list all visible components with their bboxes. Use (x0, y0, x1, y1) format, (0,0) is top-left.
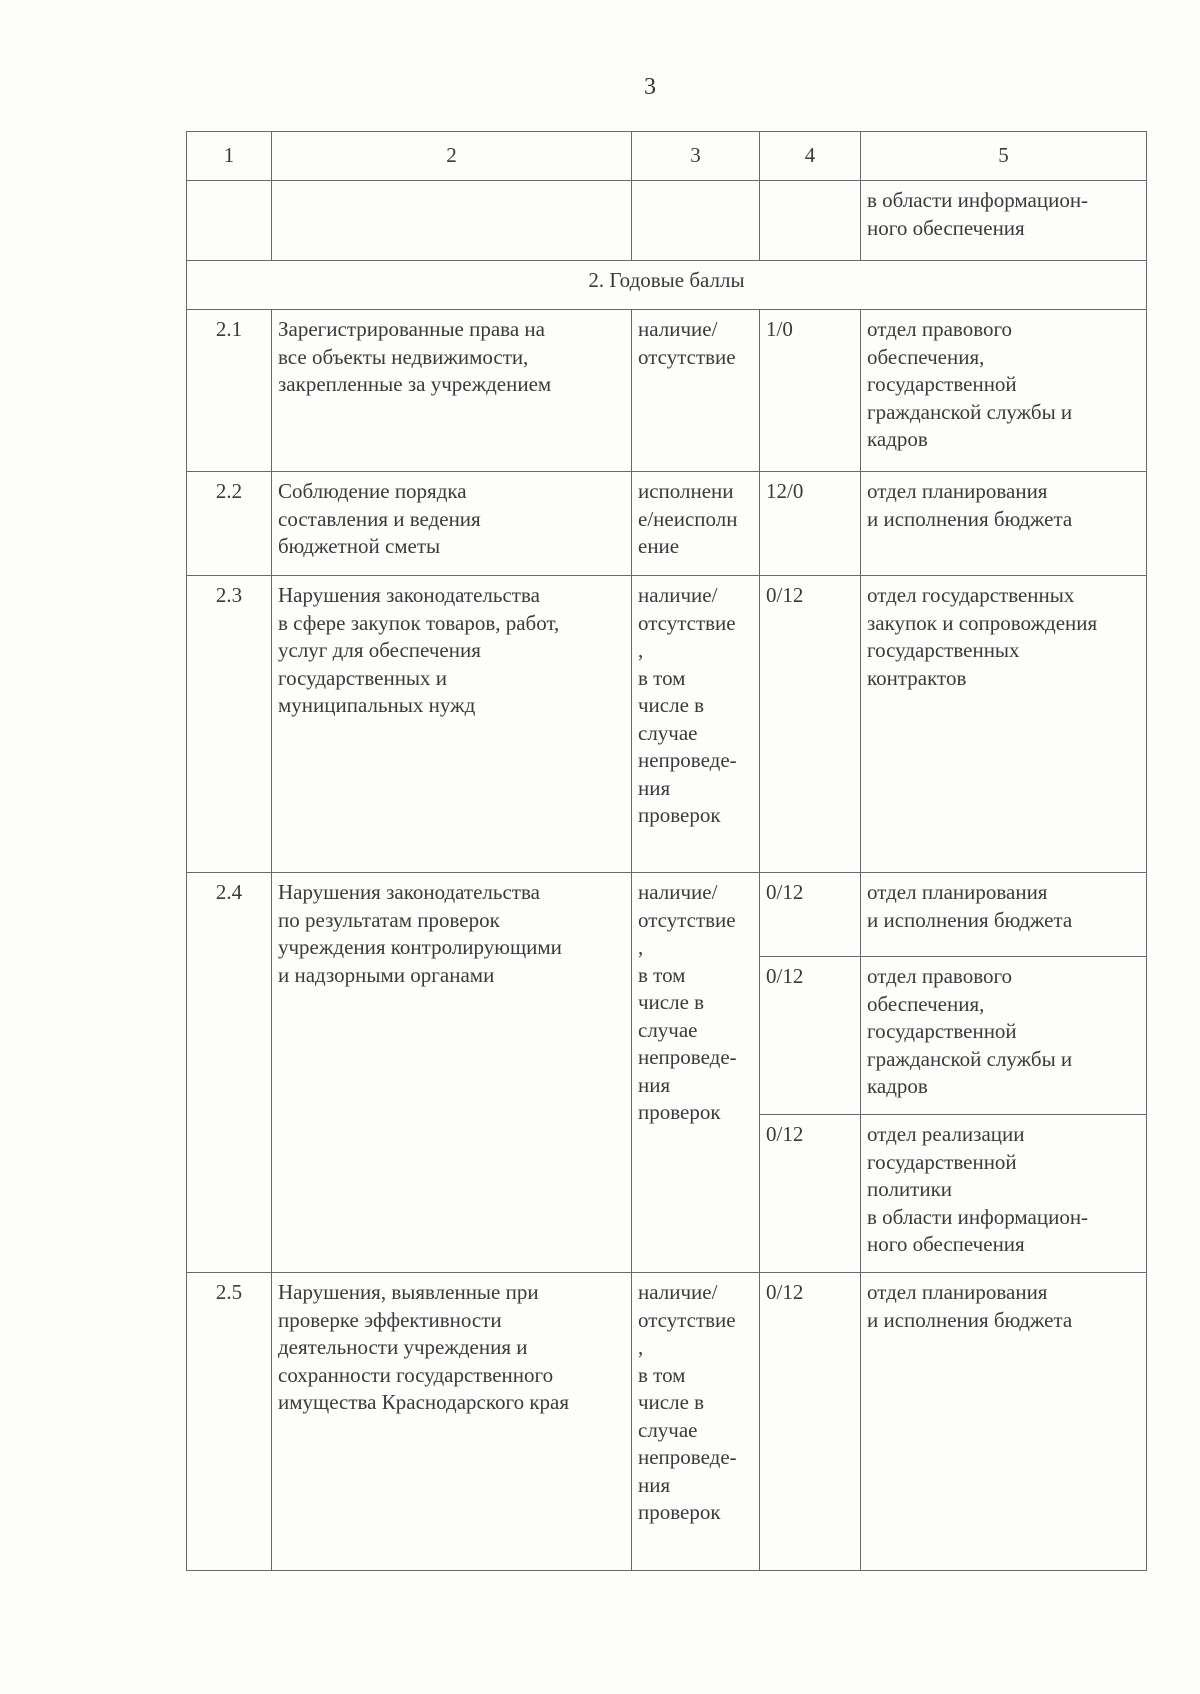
column-header: 5 (861, 132, 1147, 181)
continuation-row (187, 181, 1147, 261)
empty-cell (632, 181, 760, 261)
section-row (187, 261, 1147, 310)
responsible-cell: отдел планирования и исполнения бюджета (861, 873, 1147, 957)
table-row (187, 472, 1147, 576)
column-header: 3 (632, 132, 760, 181)
score-cell: 12/0 (760, 472, 861, 576)
table-row (187, 576, 1147, 873)
responsible-cell: отдел планирования и исполнения бюджета (861, 1273, 1147, 1571)
responsible-cell: отдел государственных закупок и сопровождения государственных контрактов (861, 576, 1147, 873)
empty-cell (760, 181, 861, 261)
table-row (187, 310, 1147, 472)
responsible-cell: в области информацион- ного обеспечения (861, 181, 1147, 261)
measure-cell: наличие/ отсутствие , в том числе в случае непроведе- ния проверок (632, 873, 760, 1273)
empty-cell (272, 181, 632, 261)
criterion-cell: Нарушения законодательства по результатам проверок учреждения контролирующими и надзорными органами (272, 873, 632, 1273)
row-number: 2.3 (187, 576, 272, 873)
row-number: 2.5 (187, 1273, 272, 1571)
column-header: 4 (760, 132, 861, 181)
measure-cell: исполнени е/неисполн ение (632, 472, 760, 576)
page-number: 3 (644, 74, 656, 100)
section-title: 2. Годовые баллы (187, 261, 1147, 310)
table-header-row (187, 132, 1147, 181)
criterion-cell: Зарегистрированные права на все объекты недвижимости, закрепленные за учреждением (272, 310, 632, 472)
responsible-cell: отдел правового обеспечения, государственной гражданской службы и кадров (861, 310, 1147, 472)
responsible-cell: отдел реализации государственной политики в области информацион- ного обеспечения (861, 1115, 1147, 1273)
score-cell: 1/0 (760, 310, 861, 472)
row-number: 2.4 (187, 873, 272, 1273)
score-cell: 0/12 (760, 957, 861, 1115)
column-header: 1 (187, 132, 272, 181)
measure-cell: наличие/ отсутствие , в том числе в случае непроведе- ния проверок (632, 576, 760, 873)
criterion-cell: Соблюдение порядка составления и ведения бюджетной сметы (272, 472, 632, 576)
criterion-cell: Нарушения законодательства в сфере закупок товаров, работ, услуг для обеспечения государственных и муниципальных нужд (272, 576, 632, 873)
row-number: 2.2 (187, 472, 272, 576)
criteria-table (186, 131, 1147, 1571)
score-cell: 0/12 (760, 576, 861, 873)
responsible-cell: отдел правового обеспечения, государственной гражданской службы и кадров (861, 957, 1147, 1115)
table-row (187, 873, 1147, 957)
score-cell: 0/12 (760, 1273, 861, 1571)
table-row (187, 1273, 1147, 1571)
measure-cell: наличие/ отсутствие (632, 310, 760, 472)
measure-cell: наличие/ отсутствие , в том числе в случае непроведе- ния проверок (632, 1273, 760, 1571)
score-cell: 0/12 (760, 1115, 861, 1273)
empty-cell (187, 181, 272, 261)
score-cell: 0/12 (760, 873, 861, 957)
responsible-cell: отдел планирования и исполнения бюджета (861, 472, 1147, 576)
row-number: 2.1 (187, 310, 272, 472)
column-header: 2 (272, 132, 632, 181)
criterion-cell: Нарушения, выявленные при проверке эффективности деятельности учреждения и сохранности государственного имущества Краснодарского края (272, 1273, 632, 1571)
